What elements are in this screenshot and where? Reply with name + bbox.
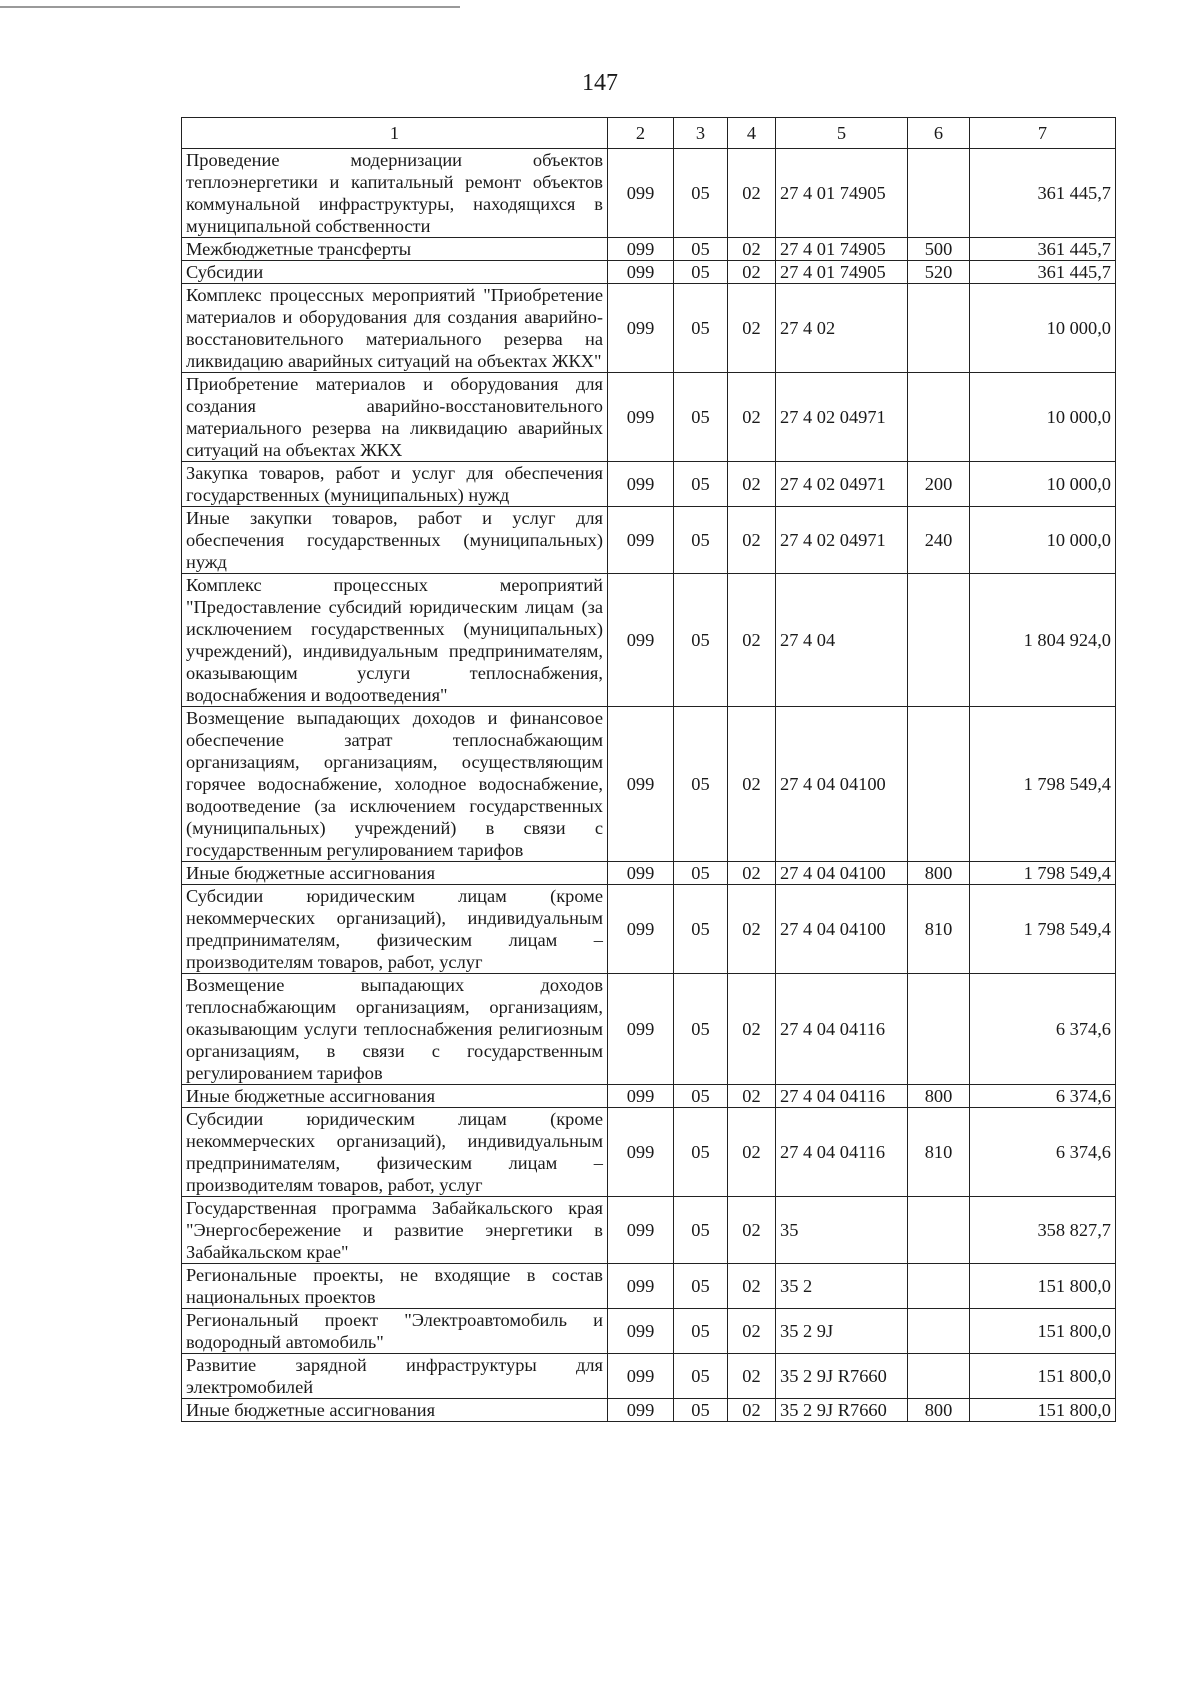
scan-edge-line <box>0 6 460 8</box>
row-ministry: 099 <box>608 885 674 974</box>
row-target: 27 4 04 04100 <box>776 707 908 862</box>
row-subsection: 02 <box>728 462 776 507</box>
row-expense-type: 520 <box>908 261 970 284</box>
row-name: Государственная программа Забайкальского края "Энергосбережение и развитие энергетики в Забайкальском крае" <box>182 1197 608 1264</box>
row-ministry: 099 <box>608 284 674 373</box>
row-subsection: 02 <box>728 862 776 885</box>
row-ministry: 099 <box>608 707 674 862</box>
row-subsection: 02 <box>728 261 776 284</box>
row-target: 35 2 9J <box>776 1309 908 1354</box>
table-row <box>182 1108 1116 1197</box>
table-row <box>182 707 1116 862</box>
row-section: 05 <box>674 1399 728 1422</box>
row-subsection: 02 <box>728 149 776 238</box>
table-row <box>182 1197 1116 1264</box>
row-name: Субсидии юридическим лицам (кроме некоммерческих организаций), индивидуальным предпринимателям, физическим лицам – производителям товаров, работ, услуг <box>182 1108 608 1197</box>
header-col-7: 7 <box>970 118 1116 149</box>
row-expense-type: 240 <box>908 507 970 574</box>
row-section: 05 <box>674 1264 728 1309</box>
row-expense-type: 800 <box>908 1399 970 1422</box>
row-amount: 361 445,7 <box>970 261 1116 284</box>
row-name: Иные бюджетные ассигнования <box>182 1085 608 1108</box>
row-expense-type <box>908 149 970 238</box>
table-row <box>182 1399 1116 1422</box>
row-amount: 361 445,7 <box>970 149 1116 238</box>
row-section: 05 <box>674 149 728 238</box>
row-subsection: 02 <box>728 1085 776 1108</box>
row-name: Закупка товаров, работ и услуг для обеспечения государственных (муниципальных) нужд <box>182 462 608 507</box>
row-amount: 358 827,7 <box>970 1197 1116 1264</box>
row-target: 27 4 02 04971 <box>776 507 908 574</box>
row-amount: 6 374,6 <box>970 1108 1116 1197</box>
row-name: Региональные проекты, не входящие в состав национальных проектов <box>182 1264 608 1309</box>
row-section: 05 <box>674 885 728 974</box>
row-ministry: 099 <box>608 507 674 574</box>
row-expense-type <box>908 974 970 1085</box>
row-target: 27 4 02 04971 <box>776 373 908 462</box>
row-name: Иные бюджетные ассигнования <box>182 862 608 885</box>
row-target: 27 4 04 04116 <box>776 1108 908 1197</box>
row-amount: 6 374,6 <box>970 1085 1116 1108</box>
table-row <box>182 974 1116 1085</box>
row-name: Возмещение выпадающих доходов теплоснабжающим организациям, организациям, оказывающим услуги теплоснабжения религиозным организациям, в связи с государственным регулированием тарифов <box>182 974 608 1085</box>
row-name: Межбюджетные трансферты <box>182 238 608 261</box>
row-expense-type: 200 <box>908 462 970 507</box>
row-subsection: 02 <box>728 707 776 862</box>
row-ministry: 099 <box>608 1108 674 1197</box>
header-col-5: 5 <box>776 118 908 149</box>
page-number: 147 <box>582 70 618 96</box>
row-target: 35 2 9J R7660 <box>776 1399 908 1422</box>
row-ministry: 099 <box>608 1264 674 1309</box>
row-expense-type: 810 <box>908 885 970 974</box>
row-amount: 151 800,0 <box>970 1264 1116 1309</box>
row-target: 27 4 04 04116 <box>776 1085 908 1108</box>
row-expense-type: 500 <box>908 238 970 261</box>
table-row <box>182 1354 1116 1399</box>
row-target: 27 4 01 74905 <box>776 238 908 261</box>
table-row <box>182 507 1116 574</box>
row-name: Приобретение материалов и оборудования для создания аварийно-восстановительного материального резерва на ликвидацию аварийных ситуаций на объектах ЖКХ <box>182 373 608 462</box>
row-name: Иные бюджетные ассигнования <box>182 1399 608 1422</box>
row-ministry: 099 <box>608 373 674 462</box>
row-name: Развитие зарядной инфраструктуры для электромобилей <box>182 1354 608 1399</box>
row-amount: 10 000,0 <box>970 373 1116 462</box>
header-row <box>182 118 1116 149</box>
row-amount: 151 800,0 <box>970 1354 1116 1399</box>
row-amount: 1 804 924,0 <box>970 574 1116 707</box>
row-subsection: 02 <box>728 574 776 707</box>
row-amount: 151 800,0 <box>970 1399 1116 1422</box>
table-row <box>182 574 1116 707</box>
row-subsection: 02 <box>728 885 776 974</box>
row-name: Комплекс процессных мероприятий "Предоставление субсидий юридическим лицам (за исключением государственных (муниципальных) учреждений), индивидуальным предпринимателям, оказывающим услуги теплоснабжения, водоснабжения и водоотведения" <box>182 574 608 707</box>
row-ministry: 099 <box>608 149 674 238</box>
row-target: 27 4 02 04971 <box>776 462 908 507</box>
row-section: 05 <box>674 1354 728 1399</box>
row-section: 05 <box>674 261 728 284</box>
row-section: 05 <box>674 238 728 261</box>
row-section: 05 <box>674 862 728 885</box>
table-row <box>182 462 1116 507</box>
header-col-6: 6 <box>908 118 970 149</box>
row-target: 27 4 01 74905 <box>776 149 908 238</box>
row-section: 05 <box>674 1197 728 1264</box>
table-row <box>182 1309 1116 1354</box>
row-target: 27 4 02 <box>776 284 908 373</box>
row-target: 27 4 04 <box>776 574 908 707</box>
row-section: 05 <box>674 1108 728 1197</box>
row-ministry: 099 <box>608 462 674 507</box>
row-ministry: 099 <box>608 261 674 284</box>
row-name: Иные закупки товаров, работ и услуг для обеспечения государственных (муниципальных) нужд <box>182 507 608 574</box>
row-amount: 10 000,0 <box>970 284 1116 373</box>
row-amount: 151 800,0 <box>970 1309 1116 1354</box>
row-ministry: 099 <box>608 1399 674 1422</box>
row-subsection: 02 <box>728 373 776 462</box>
row-section: 05 <box>674 1085 728 1108</box>
row-subsection: 02 <box>728 1108 776 1197</box>
budget-table <box>181 117 1116 1422</box>
row-expense-type <box>908 1354 970 1399</box>
row-ministry: 099 <box>608 574 674 707</box>
row-subsection: 02 <box>728 238 776 261</box>
row-target: 35 <box>776 1197 908 1264</box>
row-expense-type: 800 <box>908 862 970 885</box>
row-expense-type <box>908 373 970 462</box>
row-subsection: 02 <box>728 284 776 373</box>
row-amount: 10 000,0 <box>970 507 1116 574</box>
row-subsection: 02 <box>728 974 776 1085</box>
row-name: Возмещение выпадающих доходов и финансовое обеспечение затрат теплоснабжающим организациям, организациям, осуществляющим горячее водоснабжение, холодное водоснабжение, водоотведение (за исключением государственных (муниципальных) учреждений) в связи с государственным регулированием тарифов <box>182 707 608 862</box>
row-expense-type <box>908 284 970 373</box>
row-expense-type <box>908 574 970 707</box>
row-expense-type: 800 <box>908 1085 970 1108</box>
header-col-1: 1 <box>182 118 608 149</box>
row-section: 05 <box>674 373 728 462</box>
header-col-3: 3 <box>674 118 728 149</box>
row-name: Проведение модернизации объектов теплоэнергетики и капитальный ремонт объектов коммунальной инфраструктуры, находящихся в муниципальной собственности <box>182 149 608 238</box>
row-expense-type <box>908 1197 970 1264</box>
row-amount: 361 445,7 <box>970 238 1116 261</box>
table-row <box>182 284 1116 373</box>
row-name: Региональный проект "Электроавтомобиль и водородный автомобиль" <box>182 1309 608 1354</box>
table-row <box>182 1264 1116 1309</box>
row-ministry: 099 <box>608 862 674 885</box>
row-amount: 1 798 549,4 <box>970 707 1116 862</box>
row-subsection: 02 <box>728 1264 776 1309</box>
header-col-4: 4 <box>728 118 776 149</box>
row-section: 05 <box>674 507 728 574</box>
row-name: Комплекс процессных мероприятий "Приобретение материалов и оборудования для создания аварийно-восстановительного материального резерва на ликвидацию аварийных ситуаций на объектах ЖКХ" <box>182 284 608 373</box>
row-target: 35 2 <box>776 1264 908 1309</box>
row-expense-type <box>908 1264 970 1309</box>
row-amount: 1 798 549,4 <box>970 862 1116 885</box>
row-amount: 10 000,0 <box>970 462 1116 507</box>
row-name: Субсидии <box>182 261 608 284</box>
row-expense-type <box>908 1309 970 1354</box>
row-section: 05 <box>674 707 728 862</box>
table-row <box>182 885 1116 974</box>
row-target: 35 2 9J R7660 <box>776 1354 908 1399</box>
row-ministry: 099 <box>608 1354 674 1399</box>
row-ministry: 099 <box>608 1309 674 1354</box>
table-row <box>182 261 1116 284</box>
table-row <box>182 1085 1116 1108</box>
row-ministry: 099 <box>608 238 674 261</box>
row-expense-type <box>908 707 970 862</box>
row-subsection: 02 <box>728 507 776 574</box>
row-section: 05 <box>674 462 728 507</box>
row-section: 05 <box>674 974 728 1085</box>
row-target: 27 4 04 04100 <box>776 862 908 885</box>
header-col-2: 2 <box>608 118 674 149</box>
row-ministry: 099 <box>608 1085 674 1108</box>
row-subsection: 02 <box>728 1354 776 1399</box>
row-amount: 6 374,6 <box>970 974 1116 1085</box>
row-subsection: 02 <box>728 1309 776 1354</box>
row-target: 27 4 04 04100 <box>776 885 908 974</box>
row-ministry: 099 <box>608 1197 674 1264</box>
row-section: 05 <box>674 574 728 707</box>
row-amount: 1 798 549,4 <box>970 885 1116 974</box>
row-name: Субсидии юридическим лицам (кроме некоммерческих организаций), индивидуальным предпринимателям, физическим лицам – производителям товаров, работ, услуг <box>182 885 608 974</box>
row-ministry: 099 <box>608 974 674 1085</box>
row-target: 27 4 01 74905 <box>776 261 908 284</box>
table-row <box>182 238 1116 261</box>
row-section: 05 <box>674 284 728 373</box>
row-target: 27 4 04 04116 <box>776 974 908 1085</box>
table-row <box>182 373 1116 462</box>
row-section: 05 <box>674 1309 728 1354</box>
table-row <box>182 149 1116 238</box>
row-subsection: 02 <box>728 1399 776 1422</box>
row-expense-type: 810 <box>908 1108 970 1197</box>
row-subsection: 02 <box>728 1197 776 1264</box>
table-row <box>182 862 1116 885</box>
